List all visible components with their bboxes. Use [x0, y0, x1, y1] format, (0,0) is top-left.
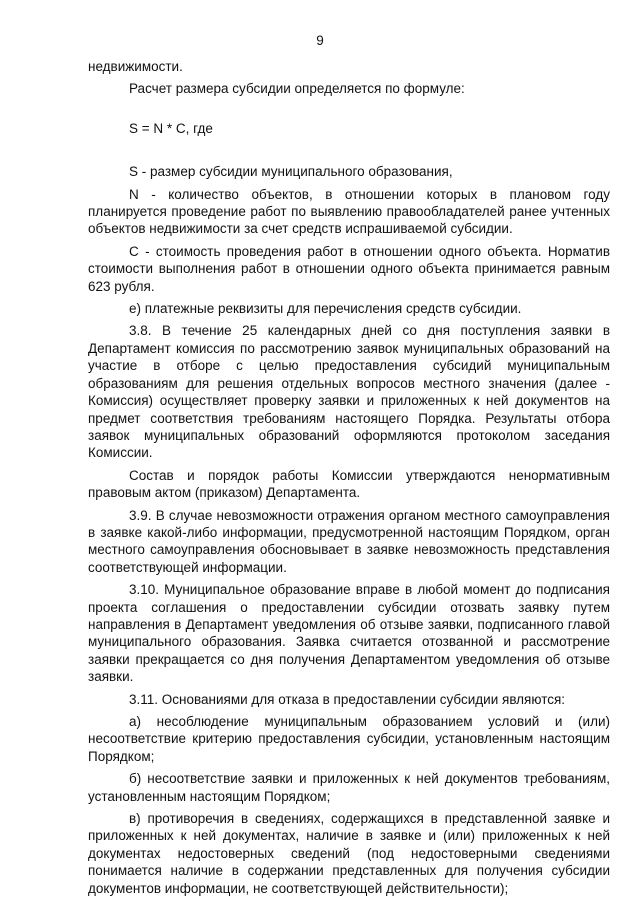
paragraph-formula-intro: Расчет размера субсидии определяется по формуле: — [129, 81, 465, 97]
paragraph-c-definition: С - стоимость проведения работ в отношении одного объекта. Норматив стоимости выполнения работ в отношении одного объекта принимается равным 623 рубля. — [88, 243, 610, 294]
paragraph-3-8: 3.8. В течение 25 календарных дней со дня поступления заявки в Департамент комиссия по рассмотрению заявок муниципальных образований на участие в отборе с целью предоставления субсидий муниципальным образованиям для решения отдельных вопросов местного значения (далее - Комиссия) осуществляет проверку заявки и приложенных к ней документов на предмет соответствия требованиям настоящего Порядка. Результаты отбора заявок муниципальных образований оформляются протоколом заседания Комиссии. — [88, 323, 610, 461]
formula: S = N * C, где — [129, 120, 213, 136]
paragraph-item-v: в) противоречия в сведениях, содержащихся в представленной заявке и приложенных к ней документах, наличие в заявке и (или) приложенных к ней документах недостоверных сведений (под недостоверными сведениями понимается наличие в содержании представленных для получения субсидии документов информации, не соответствующей действительности); — [88, 811, 610, 896]
paragraph-continuation: недвижимости. — [88, 59, 183, 74]
paragraph-n-definition: N - количество объектов, в отношении которых в плановом году планируется проведение работ по выявлению правообладателей ранее учтенных объектов недвижимости за счет средств испрашиваемой субсидии. — [88, 186, 610, 237]
paragraph-s-definition: S - размер субсидии муниципального образования, — [129, 164, 453, 180]
paragraph-item-e: е) платежные реквизиты для перечисления средств субсидии. — [129, 301, 522, 317]
paragraph-item-a: а) несоблюдение муниципальным образованием условий и (или) несоответствие критерию предоставления субсидии, установленным настоящим Порядком; — [88, 714, 610, 764]
paragraph-3-10: 3.10. Муниципальное образование вправе в любой момент до подписания проекта соглашения о предоставлении субсидии отозвать заявку путем направления в Департамент уведомления об отзыве заявки, подписанного главой муниципального образования. Заявка считается отозванной и рассмотрение заявки прекращается со дня получения Департаментом уведомления об отзыве заявки. — [88, 582, 610, 685]
paragraph-3-9: 3.9. В случае невозможности отражения органом местного самоуправления в заявке какой-либо информации, предусмотренной настоящим Порядком, орган местного самоуправления обосновывает в заявке невозможность представления соответствующей информации. — [88, 507, 610, 575]
document-body — [88, 58, 610, 902]
paragraph-commission-composition: Состав и порядок работы Комиссии утверждаются ненормативным правовым актом (приказом) Департамента. — [88, 467, 610, 501]
page-number: 9 — [316, 33, 324, 48]
paragraph-3-11: 3.11. Основаниями для отказа в предоставлении субсидии являются: — [129, 691, 566, 707]
paragraph-item-b: б) несоответствие заявки и приложенных к ней документов требованиям, установленным настоящим Порядком; — [88, 771, 610, 804]
